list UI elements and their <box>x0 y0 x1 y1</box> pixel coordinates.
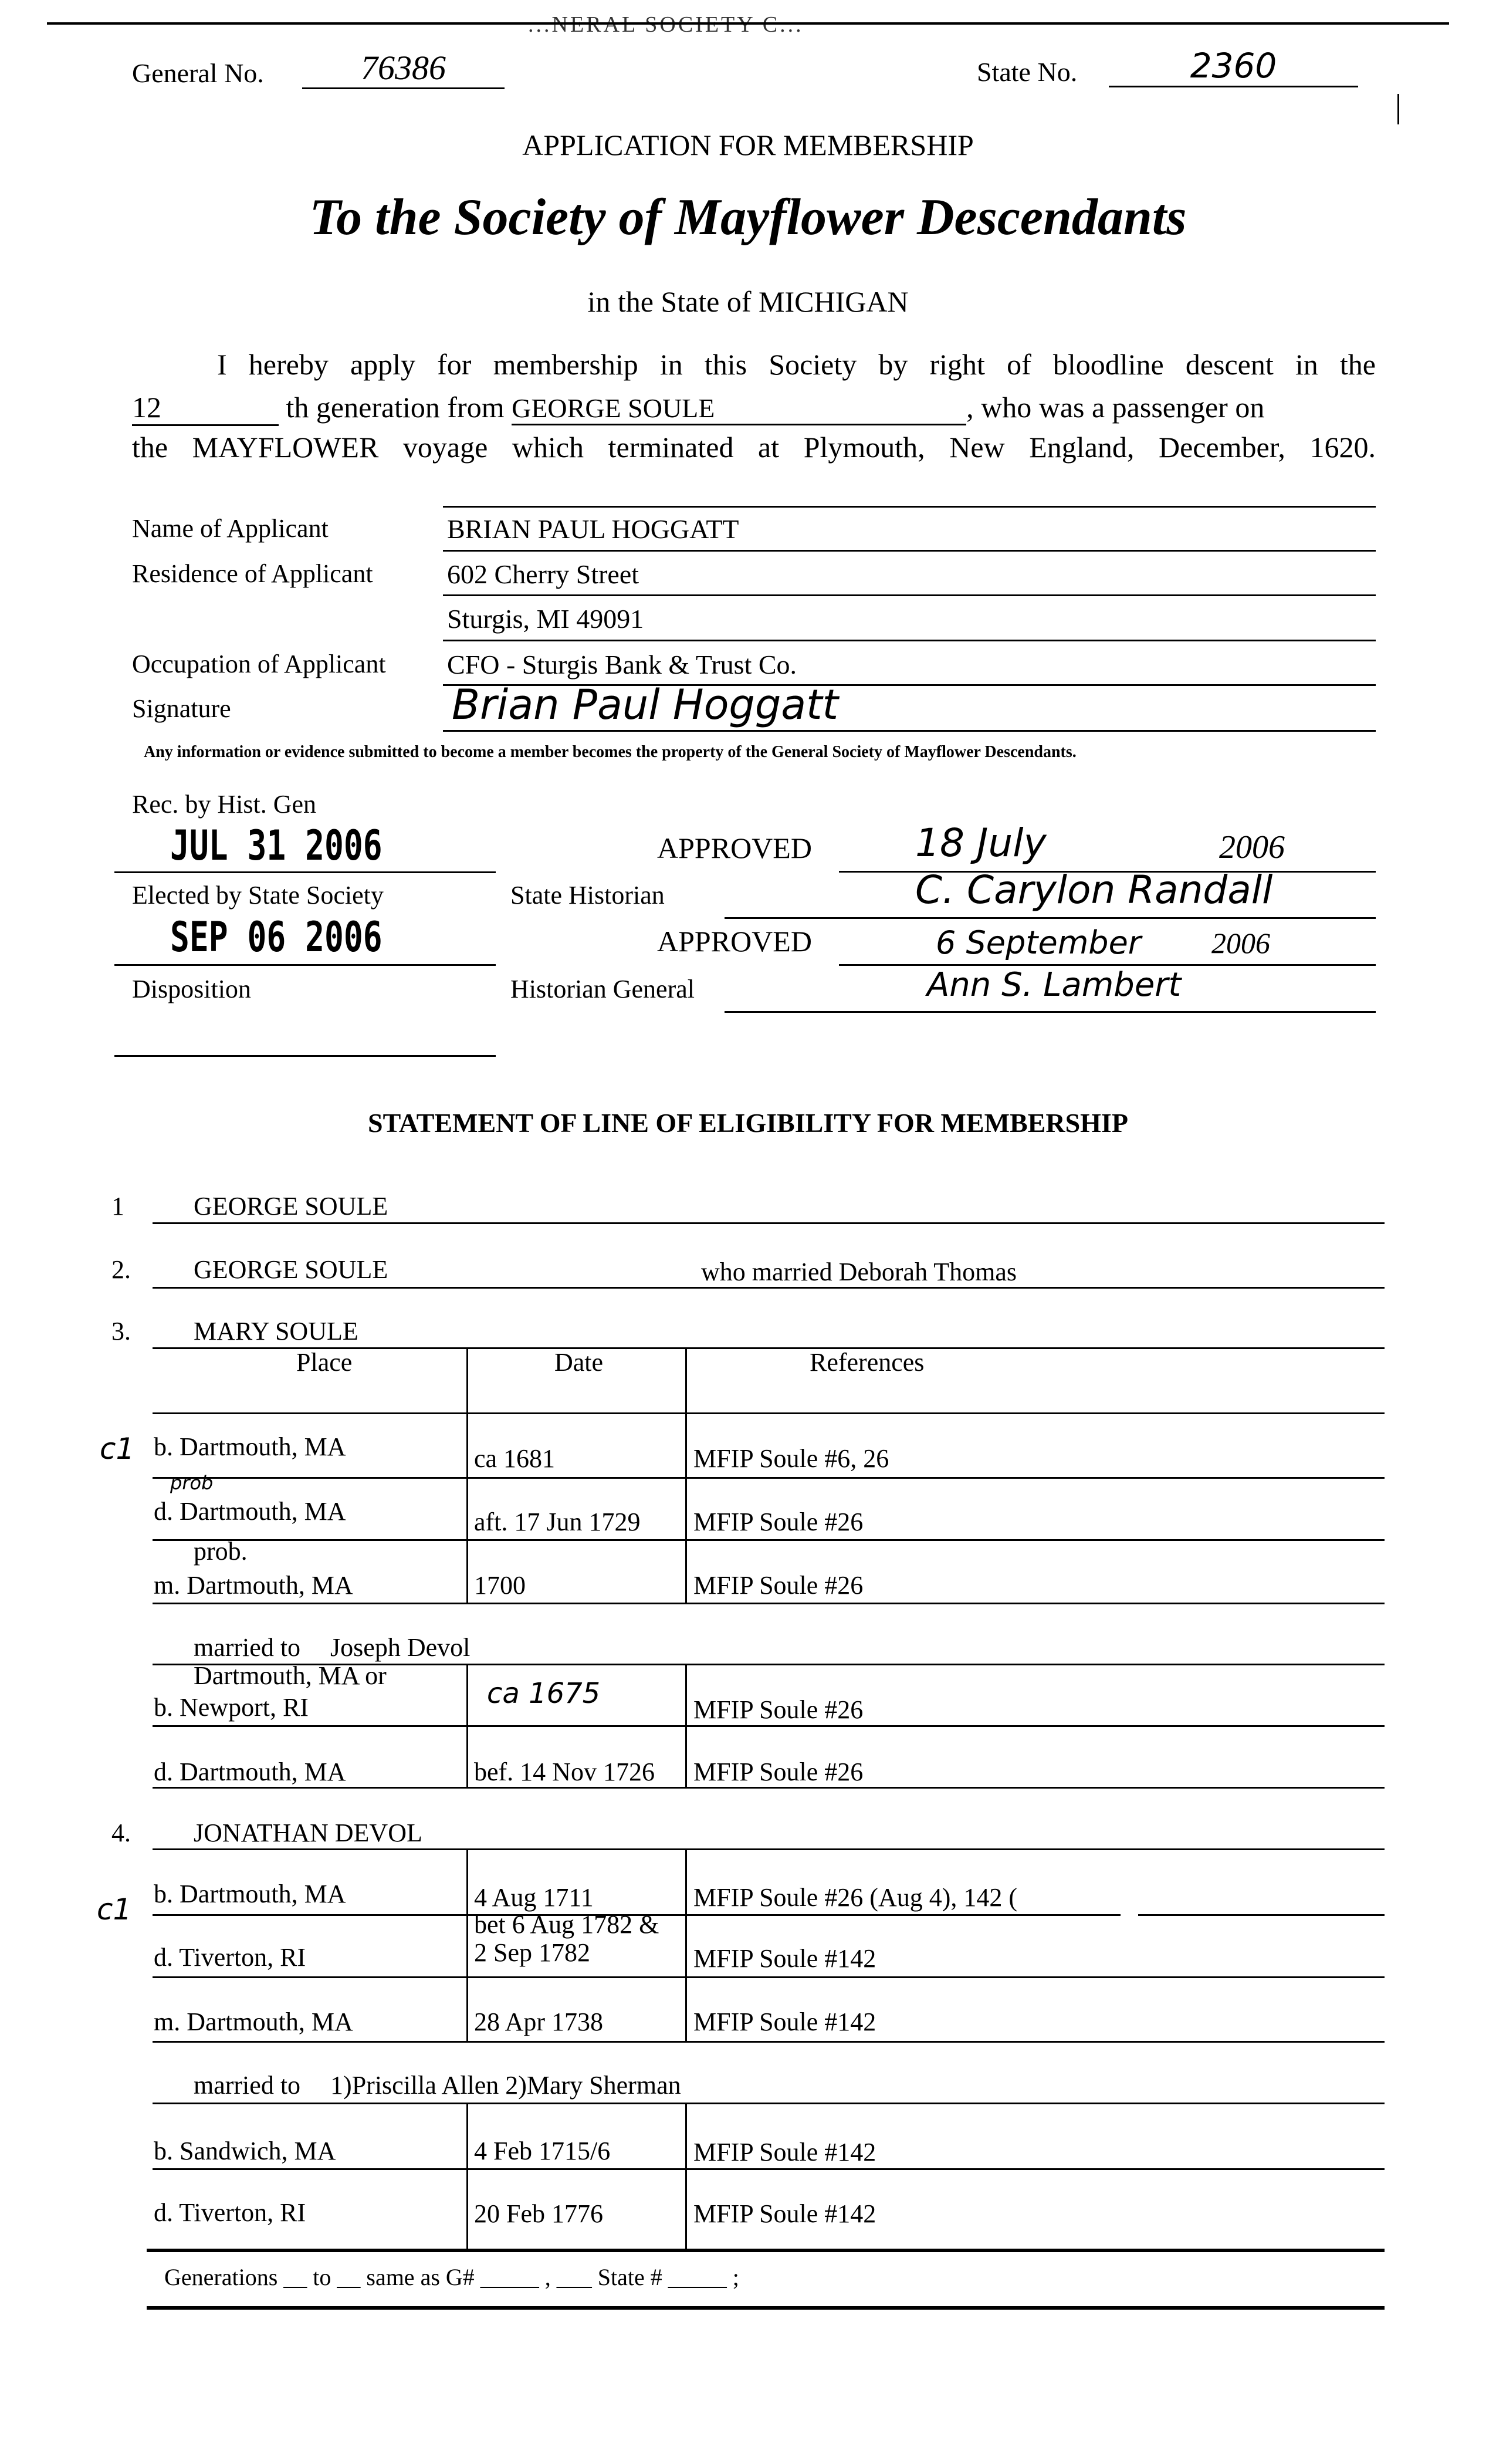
state-line <box>0 285 1496 319</box>
g3-b-ref: MFIP Soule #6, 26 <box>693 1444 889 1473</box>
state-historian-rule <box>725 917 1376 919</box>
g4-b-ref: MFIP Soule #26 (Aug 4), 142 ( <box>693 1883 1018 1912</box>
gen-2-number: 2. <box>111 1255 131 1284</box>
gen-1-rule <box>153 1222 1385 1224</box>
gen-4-rule <box>153 1848 1385 1850</box>
approved-2: APPROVED <box>657 925 812 958</box>
state-no-value: 2360 <box>1109 46 1358 87</box>
elected-rule <box>114 964 496 966</box>
state-historian-label: State Historian <box>510 881 665 910</box>
address-line2: Sturgis, MI 49091 <box>447 604 644 634</box>
gen-3-margin-mark: c1 <box>100 1432 135 1466</box>
name-rule <box>443 550 1376 552</box>
rec-label: Rec. by Hist. Gen <box>132 790 317 819</box>
disposition-label: Disposition <box>132 975 251 1003</box>
g3-spouse-prefix: married to <box>194 1633 301 1662</box>
approved-1: APPROVED <box>657 832 812 864</box>
g3-m-place: m. Dartmouth, MA <box>154 1571 353 1600</box>
col-references: References <box>810 1348 925 1377</box>
general-no-label: General No. <box>132 58 264 88</box>
g3-spouse-d-place: d. Dartmouth, MA <box>154 1757 346 1786</box>
col-divider-2d <box>685 2103 687 2249</box>
address2-rule <box>443 640 1376 641</box>
historian-general-label: Historian General <box>510 975 695 1003</box>
g3-spouse-d-date: bef. 14 Nov 1726 <box>474 1757 655 1786</box>
g3-spouse-b-ref: MFIP Soule #26 <box>693 1695 864 1724</box>
g3-m-ref: MFIP Soule #26 <box>693 1571 864 1600</box>
elected-stamp: SEP 06 2006 <box>170 913 383 961</box>
g3-d-place: d. Dartmouth, MA <box>154 1497 346 1526</box>
g3-spouse-name: Joseph Devol <box>330 1633 471 1662</box>
g3-spouse-d-rule <box>153 1787 1385 1789</box>
g4-spouse-d-ref: MFIP Soule #142 <box>693 2199 876 2228</box>
applicant-name: BRIAN PAUL HOGGATT <box>447 514 739 544</box>
g4-d-rule <box>153 1976 1385 1978</box>
subtitle: APPLICATION FOR MEMBERSHIP <box>522 129 974 161</box>
main-title: To the Society of Mayflower Descendants <box>309 189 1187 246</box>
property-notice: Any information or evidence submitted to become a member becomes the property of the General Society of Mayflower Descendants. <box>144 743 1077 761</box>
generation-number: 12 <box>132 390 279 426</box>
gen-2-name: GEORGE SOULE <box>194 1255 388 1284</box>
col-divider-2a <box>685 1347 687 1604</box>
g3-b-place: b. Dartmouth, MA <box>154 1432 346 1461</box>
g3-spouse-b-date: ca 1675 <box>487 1677 601 1710</box>
gen-1-name: GEORGE SOULE <box>194 1192 388 1221</box>
intro-line2 <box>132 390 1376 426</box>
col-divider-1c <box>466 1848 468 2042</box>
g4-m-date: 28 Apr 1738 <box>474 2007 603 2036</box>
g3-m-date: 1700 <box>474 1571 526 1600</box>
approved-2-date: 6 September <box>936 924 1141 961</box>
approved-1-date: 18 July <box>915 820 1047 866</box>
approved-1-year: 2006 <box>1219 829 1285 866</box>
signature-rule <box>443 730 1376 732</box>
g3-m-rule <box>153 1603 1385 1604</box>
gen-1-number: 1 <box>111 1192 124 1221</box>
gen-3-number: 3. <box>111 1317 131 1346</box>
g3-spouse-b-place1: Dartmouth, MA or <box>194 1661 387 1690</box>
state-historian-signature: C. Carylon Randall <box>915 867 1273 912</box>
state-name: MICHIGAN <box>759 285 909 318</box>
gen-2-married: who married Deborah Thomas <box>701 1258 1017 1286</box>
g4-b-place: b. Dartmouth, MA <box>154 1880 346 1908</box>
prob-m-note: prob. <box>194 1537 248 1566</box>
name-top-rule <box>443 506 1376 508</box>
g4-spouse-prefix: married to <box>194 2071 301 2100</box>
g3-spouse-d-ref: MFIP Soule #26 <box>693 1757 864 1786</box>
table-bottom-rule <box>147 2249 1385 2252</box>
statement-heading: STATEMENT OF LINE OF ELIGIBILITY FOR MEMBERSHIP <box>368 1108 1128 1138</box>
g4-spouse-b-rule <box>153 2168 1385 2170</box>
g3-b-rule <box>153 1477 1385 1479</box>
top-rule <box>47 22 1449 25</box>
gen-4-number: 4. <box>111 1819 131 1847</box>
historian-general-rule <box>725 1011 1376 1013</box>
g4-b-extra-rule <box>1138 1914 1385 1916</box>
col-divider-1d <box>466 2103 468 2249</box>
state-prefix: in the State of <box>587 285 752 318</box>
signature-label: Signature <box>132 694 231 723</box>
g3-spouse-line <box>194 1632 470 1662</box>
disposition-rule <box>114 1055 496 1057</box>
g3-d-rule <box>153 1539 1385 1541</box>
g4-spouse-names: 1)Priscilla Allen 2)Mary Sherman <box>330 2071 681 2100</box>
address1-rule <box>443 594 1376 596</box>
rec-stamp: JUL 31 2006 <box>170 822 383 870</box>
prob-d-note: prob <box>170 1472 214 1494</box>
generations-footer: Generations __ to __ same as G# _____ , ___ State # _____ ; <box>164 2264 739 2290</box>
gen-2-rule <box>153 1287 1385 1289</box>
elected-label: Elected by State Society <box>132 881 384 910</box>
g4-spouse-rule <box>153 2103 1385 2104</box>
g3-d-ref: MFIP Soule #26 <box>693 1508 864 1536</box>
address-line1: 602 Cherry Street <box>447 559 639 589</box>
col-place: Place <box>296 1348 353 1377</box>
col-divider-1a <box>466 1347 468 1604</box>
generation-text: th generation from <box>286 391 505 424</box>
name-label: Name of Applicant <box>132 514 329 543</box>
intro-line3: the MAYFLOWER voyage which terminated at Plymouth, New England, December, 1620. <box>132 431 1376 464</box>
g4-spouse-d-date: 20 Feb 1776 <box>474 2199 603 2228</box>
g3-d-date: aft. 17 Jun 1729 <box>474 1508 641 1536</box>
g3-b-date: ca 1681 <box>474 1444 556 1473</box>
g4-spouse-b-place: b. Sandwich, MA <box>154 2137 336 2165</box>
g4-d-date1: bet 6 Aug 1782 & <box>474 1910 659 1939</box>
g4-m-ref: MFIP Soule #142 <box>693 2007 876 2036</box>
gen-3-name: MARY SOULE <box>194 1317 358 1346</box>
residence-label: Residence of Applicant <box>132 559 373 588</box>
gen-4-margin-mark: c1 <box>97 1892 132 1926</box>
general-no-value: 76386 <box>302 48 505 89</box>
state-no-label: State No. <box>977 57 1078 87</box>
g4-spouse-line <box>194 2070 681 2100</box>
occupation-label: Occupation of Applicant <box>132 650 386 678</box>
col-date: Date <box>554 1348 604 1377</box>
intro-line1: I hereby apply for membership in this Society by right of bloodline descent in the <box>217 348 1376 381</box>
header-rule <box>153 1412 1385 1414</box>
g3-spouse-b-rule <box>153 1725 1385 1727</box>
approved-2-year: 2006 <box>1211 927 1270 959</box>
g4-spouse-b-ref: MFIP Soule #142 <box>693 2138 876 2166</box>
g3-spouse-b-place2: b. Newport, RI <box>154 1693 309 1722</box>
g4-spouse-d-place: d. Tiverton, RI <box>154 2198 306 2227</box>
top-fragment: ...NERAL SOCIETY C... <box>528 12 804 37</box>
g4-b-date: 4 Aug 1711 <box>474 1883 594 1912</box>
historian-general-signature: Ann S. Lambert <box>927 966 1182 1004</box>
g4-d-date2: 2 Sep 1782 <box>474 1938 590 1967</box>
intro-line2-end: , who was a passenger on <box>966 391 1265 424</box>
footer-rule <box>147 2306 1385 2310</box>
g4-m-place: m. Dartmouth, MA <box>154 2007 353 2036</box>
g4-m-rule <box>153 2041 1385 2043</box>
col-divider-2c <box>685 1848 687 2042</box>
occupation-value: CFO - Sturgis Bank & Trust Co. <box>447 650 797 680</box>
g4-d-ref: MFIP Soule #142 <box>693 1944 876 1973</box>
margin-mark <box>1397 94 1399 124</box>
gen-4-name: JONATHAN DEVOL <box>194 1819 422 1847</box>
applicant-signature: Brian Paul Hoggatt <box>452 681 839 729</box>
rec-rule <box>114 871 496 873</box>
g4-spouse-b-date: 4 Feb 1715/6 <box>474 2137 611 2165</box>
ancestor-name: GEORGE SOULE <box>512 393 966 425</box>
g4-d-place: d. Tiverton, RI <box>154 1943 306 1972</box>
